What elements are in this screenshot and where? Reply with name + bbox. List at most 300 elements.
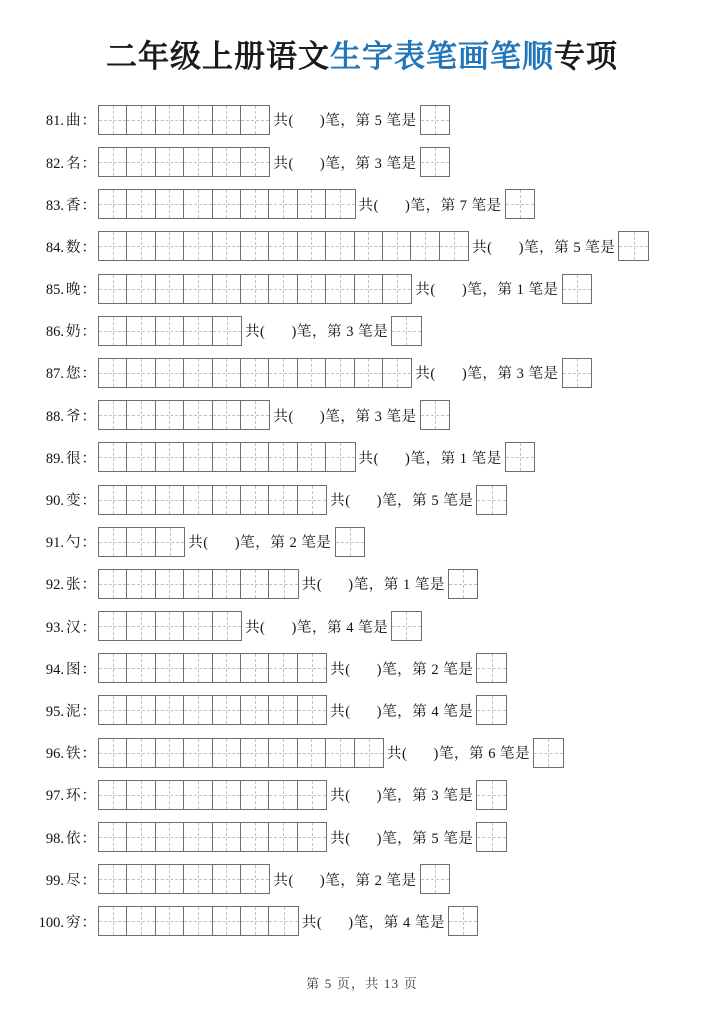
grid-cell[interactable] — [99, 570, 127, 598]
stroke-practice-grid[interactable] — [98, 316, 242, 346]
question-number: 89. — [45, 450, 64, 467]
question-label — [36, 742, 98, 763]
grid-cell[interactable] — [213, 148, 241, 176]
question-character: 爷 — [66, 408, 81, 425]
stroke-order-number: 3 — [346, 324, 355, 341]
answer-box[interactable] — [476, 780, 506, 810]
grid-cell[interactable] — [213, 106, 241, 134]
grid-cell[interactable] — [241, 654, 269, 682]
grid-cell[interactable] — [269, 232, 297, 260]
question-label — [36, 109, 98, 130]
grid-cell[interactable] — [156, 317, 184, 345]
total-strokes-prefix: 共( — [301, 914, 323, 931]
answer-box[interactable] — [476, 822, 506, 852]
answer-box[interactable] — [335, 527, 365, 557]
answer-cell[interactable] — [421, 865, 449, 893]
question-prompt — [270, 405, 419, 426]
grid-cell[interactable] — [269, 781, 297, 809]
grid-cell[interactable] — [411, 232, 439, 260]
grid-cell[interactable] — [213, 486, 241, 514]
grid-cell[interactable] — [127, 907, 155, 935]
grid-cell[interactable] — [241, 823, 269, 851]
grid-cell[interactable] — [184, 190, 212, 218]
total-strokes-prefix: 共( — [358, 450, 380, 467]
stroke-practice-grid[interactable] — [98, 738, 384, 768]
stroke-order-prefix: 第 — [440, 197, 456, 214]
grid-cell[interactable] — [383, 275, 411, 303]
question-character: 铁 — [66, 746, 81, 763]
grid-cell[interactable] — [298, 275, 326, 303]
grid-cell[interactable] — [269, 486, 297, 514]
grid-cell[interactable] — [184, 317, 212, 345]
grid-cell[interactable] — [241, 865, 269, 893]
grid-cell[interactable] — [269, 696, 297, 724]
question-character: 汉 — [66, 619, 81, 636]
grid-cell[interactable] — [213, 570, 241, 598]
grid-cell[interactable] — [156, 275, 184, 303]
answer-cell[interactable] — [421, 106, 449, 134]
grid-cell[interactable] — [156, 654, 184, 682]
grid-cell[interactable] — [99, 654, 127, 682]
answer-box[interactable] — [420, 864, 450, 894]
answer-box[interactable] — [476, 485, 506, 515]
grid-cell[interactable] — [127, 443, 155, 471]
question-label — [36, 405, 98, 426]
grid-cell[interactable] — [156, 190, 184, 218]
grid-cell[interactable] — [184, 612, 212, 640]
stroke-order-prefix: 第 — [355, 408, 371, 425]
grid-cell[interactable] — [99, 865, 127, 893]
grid-cell[interactable] — [355, 275, 383, 303]
grid-cell[interactable] — [156, 528, 184, 556]
answer-cell[interactable] — [421, 401, 449, 429]
total-strokes-prefix: 共( — [330, 703, 351, 720]
grid-cell[interactable] — [184, 486, 212, 514]
stroke-practice-grid[interactable] — [98, 147, 270, 177]
grid-cell[interactable] — [298, 486, 326, 514]
stroke-practice-grid[interactable] — [98, 569, 299, 599]
grid-cell[interactable] — [241, 696, 269, 724]
grid-cell[interactable] — [99, 528, 127, 556]
grid-cell[interactable] — [156, 865, 184, 893]
grid-cell[interactable] — [156, 570, 184, 598]
grid-cell[interactable] — [298, 232, 326, 260]
question-row — [36, 900, 704, 942]
stroke-practice-grid[interactable] — [98, 864, 270, 894]
grid-cell[interactable] — [241, 190, 269, 218]
grid-cell[interactable] — [127, 781, 155, 809]
stroke-order-number: 1 — [516, 282, 525, 299]
grid-cell[interactable] — [184, 106, 212, 134]
grid-cell[interactable] — [127, 317, 155, 345]
grid-cell[interactable] — [241, 232, 269, 260]
stroke-order-suffix: 笔是 — [358, 324, 389, 341]
grid-cell[interactable] — [99, 401, 127, 429]
question-row — [36, 225, 704, 267]
grid-cell[interactable] — [99, 275, 127, 303]
grid-cell[interactable] — [99, 486, 127, 514]
answer-box[interactable] — [448, 906, 478, 936]
total-strokes-prefix: 共( — [330, 788, 351, 805]
grid-cell[interactable] — [184, 401, 212, 429]
stroke-order-prefix: 第 — [412, 703, 428, 720]
grid-cell[interactable] — [298, 781, 326, 809]
question-prompt — [270, 869, 419, 890]
grid-cell[interactable] — [156, 612, 184, 640]
stroke-order-number: 5 — [431, 493, 440, 510]
grid-cell[interactable] — [213, 401, 241, 429]
answer-box[interactable] — [476, 653, 506, 683]
answer-cell[interactable] — [619, 232, 647, 260]
stroke-practice-grid[interactable] — [98, 274, 412, 304]
grid-cell[interactable] — [213, 823, 241, 851]
grid-cell[interactable] — [156, 106, 184, 134]
grid-cell[interactable] — [99, 359, 127, 387]
question-character: 数 — [66, 239, 81, 256]
answer-cell[interactable] — [477, 823, 505, 851]
stroke-practice-grid[interactable] — [98, 105, 270, 135]
grid-cell[interactable] — [184, 739, 212, 767]
total-strokes-suffix: )笔， — [376, 788, 413, 805]
grid-cell[interactable] — [127, 823, 155, 851]
stroke-order-suffix: 笔是 — [386, 155, 417, 172]
grid-cell[interactable] — [269, 359, 297, 387]
stroke-order-prefix: 第 — [412, 493, 428, 510]
stroke-order-prefix: 第 — [327, 619, 343, 636]
question-row — [36, 563, 704, 605]
grid-cell[interactable] — [269, 570, 297, 598]
answer-box[interactable] — [562, 358, 592, 388]
total-strokes-prefix: 共( — [415, 282, 436, 299]
question-colon: ： — [81, 619, 96, 636]
grid-cell[interactable] — [184, 696, 212, 724]
grid-cell[interactable] — [241, 739, 269, 767]
total-strokes-suffix: )笔， — [234, 535, 271, 552]
answer-cell[interactable] — [392, 317, 420, 345]
grid-cell[interactable] — [156, 443, 184, 471]
question-number: 90. — [45, 493, 64, 510]
grid-cell[interactable] — [383, 359, 411, 387]
stroke-practice-grid[interactable] — [98, 442, 356, 472]
question-number: 86. — [45, 324, 64, 341]
question-row — [36, 816, 704, 858]
question-prompt — [242, 616, 391, 637]
grid-cell[interactable] — [241, 486, 269, 514]
grid-cell[interactable] — [241, 106, 269, 134]
question-row — [36, 310, 704, 352]
grid-cell[interactable] — [99, 317, 127, 345]
grid-cell[interactable] — [269, 190, 297, 218]
question-character: 曲 — [66, 113, 81, 130]
grid-cell[interactable] — [156, 823, 184, 851]
grid-cell[interactable] — [127, 106, 155, 134]
grid-cell[interactable] — [156, 739, 184, 767]
answer-box[interactable] — [420, 105, 450, 135]
question-colon: ： — [81, 282, 96, 299]
grid-cell[interactable] — [127, 654, 155, 682]
answer-box[interactable] — [476, 695, 506, 725]
grid-cell[interactable] — [241, 275, 269, 303]
question-label — [36, 362, 98, 383]
grid-cell[interactable] — [184, 443, 212, 471]
grid-cell[interactable] — [269, 275, 297, 303]
total-strokes-suffix: )笔， — [433, 746, 470, 763]
grid-cell[interactable] — [241, 907, 269, 935]
grid-cell[interactable] — [99, 739, 127, 767]
answer-box[interactable] — [391, 316, 421, 346]
grid-cell[interactable] — [355, 739, 383, 767]
grid-cell[interactable] — [213, 696, 241, 724]
grid-cell[interactable] — [298, 359, 326, 387]
grid-cell[interactable] — [127, 696, 155, 724]
grid-cell[interactable] — [184, 823, 212, 851]
grid-cell[interactable] — [99, 148, 127, 176]
grid-cell[interactable] — [99, 781, 127, 809]
grid-cell[interactable] — [298, 696, 326, 724]
stroke-order-number: 2 — [289, 535, 298, 552]
grid-cell[interactable] — [241, 401, 269, 429]
grid-cell[interactable] — [213, 865, 241, 893]
grid-cell[interactable] — [184, 275, 212, 303]
grid-cell[interactable] — [127, 612, 155, 640]
question-label — [36, 531, 98, 552]
question-label — [36, 489, 98, 510]
grid-cell[interactable] — [213, 739, 241, 767]
stroke-practice-grid[interactable] — [98, 400, 270, 430]
stroke-practice-grid[interactable] — [98, 231, 469, 261]
total-strokes-prefix: 共( — [386, 746, 408, 763]
total-strokes-suffix: )笔， — [461, 282, 498, 299]
grid-cell[interactable] — [269, 443, 297, 471]
question-label — [36, 869, 98, 890]
question-label — [36, 616, 98, 637]
grid-cell[interactable] — [156, 907, 184, 935]
answer-cell[interactable] — [477, 486, 505, 514]
grid-cell[interactable] — [99, 106, 127, 134]
grid-cell[interactable] — [156, 232, 184, 260]
total-strokes-suffix: )笔， — [319, 113, 356, 130]
grid-cell[interactable] — [127, 401, 155, 429]
grid-cell[interactable] — [99, 823, 127, 851]
grid-cell[interactable] — [383, 232, 411, 260]
grid-cell[interactable] — [99, 443, 127, 471]
stroke-order-suffix: 笔是 — [386, 872, 417, 889]
grid-cell[interactable] — [184, 232, 212, 260]
stroke-practice-grid[interactable] — [98, 653, 327, 683]
stroke-practice-grid[interactable] — [98, 485, 327, 515]
grid-cell[interactable] — [326, 232, 354, 260]
answer-box[interactable] — [505, 189, 535, 219]
grid-cell[interactable] — [99, 907, 127, 935]
stroke-practice-grid[interactable] — [98, 358, 412, 388]
grid-cell[interactable] — [127, 486, 155, 514]
grid-cell[interactable] — [213, 781, 241, 809]
question-number: 87. — [45, 366, 64, 383]
stroke-order-prefix: 第 — [355, 113, 371, 130]
grid-cell[interactable] — [326, 739, 354, 767]
answer-box[interactable] — [448, 569, 478, 599]
question-row — [36, 394, 704, 436]
answer-cell[interactable] — [477, 696, 505, 724]
stroke-order-suffix: 笔是 — [443, 830, 474, 847]
stroke-order-prefix: 第 — [355, 155, 371, 172]
grid-cell[interactable] — [184, 654, 212, 682]
answer-cell[interactable] — [563, 275, 591, 303]
grid-cell[interactable] — [213, 907, 241, 935]
question-prompt — [412, 362, 561, 383]
answer-cell[interactable] — [449, 570, 477, 598]
stroke-order-suffix: 笔是 — [414, 914, 446, 931]
grid-cell[interactable] — [127, 232, 155, 260]
answer-cell[interactable] — [477, 654, 505, 682]
answer-cell[interactable] — [336, 528, 364, 556]
total-strokes-prefix: 共( — [301, 577, 323, 594]
question-colon: ： — [81, 535, 96, 552]
stroke-practice-grid[interactable] — [98, 906, 299, 936]
grid-cell[interactable] — [355, 359, 383, 387]
question-prompt — [327, 784, 476, 805]
grid-cell[interactable] — [241, 781, 269, 809]
stroke-order-prefix: 第 — [469, 746, 485, 763]
stroke-order-prefix: 第 — [383, 914, 400, 931]
grid-cell[interactable] — [213, 317, 241, 345]
answer-box[interactable] — [505, 442, 535, 472]
answer-box[interactable] — [391, 611, 421, 641]
grid-cell[interactable] — [184, 781, 212, 809]
grid-cell[interactable] — [127, 359, 155, 387]
stroke-practice-grid[interactable] — [98, 695, 327, 725]
grid-cell[interactable] — [99, 190, 127, 218]
question-label — [36, 194, 98, 215]
question-character: 很 — [66, 450, 81, 467]
grid-cell[interactable] — [326, 190, 354, 218]
answer-cell[interactable] — [506, 443, 534, 471]
grid-cell[interactable] — [213, 612, 241, 640]
grid-cell[interactable] — [127, 148, 155, 176]
stroke-practice-grid[interactable] — [98, 822, 327, 852]
grid-cell[interactable] — [156, 781, 184, 809]
grid-cell[interactable] — [184, 359, 212, 387]
grid-cell[interactable] — [127, 190, 155, 218]
stroke-order-number: 3 — [516, 366, 525, 383]
grid-cell[interactable] — [326, 275, 354, 303]
stroke-order-suffix: 笔是 — [471, 197, 502, 214]
question-character: 香 — [66, 197, 81, 214]
grid-cell[interactable] — [156, 148, 184, 176]
question-prompt — [327, 489, 476, 510]
answer-box[interactable] — [420, 147, 450, 177]
grid-cell[interactable] — [241, 443, 269, 471]
grid-cell[interactable] — [241, 148, 269, 176]
grid-cell[interactable] — [127, 570, 155, 598]
answer-box[interactable] — [618, 231, 648, 261]
grid-cell[interactable] — [127, 528, 155, 556]
grid-cell[interactable] — [213, 359, 241, 387]
stroke-order-prefix: 第 — [270, 535, 286, 552]
grid-cell[interactable] — [127, 739, 155, 767]
grid-cell[interactable] — [269, 654, 297, 682]
grid-cell[interactable] — [298, 190, 326, 218]
stroke-order-number: 2 — [431, 661, 440, 678]
grid-cell[interactable] — [156, 359, 184, 387]
question-label — [36, 827, 98, 848]
question-colon: ： — [81, 493, 96, 510]
grid-cell[interactable] — [298, 443, 326, 471]
grid-cell[interactable] — [99, 612, 127, 640]
answer-box[interactable] — [562, 274, 592, 304]
grid-cell[interactable] — [440, 232, 468, 260]
question-row — [36, 436, 704, 478]
grid-cell[interactable] — [184, 865, 212, 893]
grid-cell[interactable] — [184, 148, 212, 176]
question-prompt — [356, 447, 505, 468]
grid-cell[interactable] — [184, 570, 212, 598]
grid-cell[interactable] — [269, 823, 297, 851]
grid-cell[interactable] — [213, 190, 241, 218]
answer-cell[interactable] — [534, 739, 562, 767]
answer-cell[interactable] — [392, 612, 420, 640]
grid-cell[interactable] — [326, 359, 354, 387]
grid-cell[interactable] — [213, 654, 241, 682]
grid-cell[interactable] — [269, 739, 297, 767]
grid-cell[interactable] — [241, 570, 269, 598]
total-strokes-suffix: )笔， — [319, 155, 356, 172]
grid-cell[interactable] — [213, 232, 241, 260]
answer-cell[interactable] — [449, 907, 477, 935]
grid-cell[interactable] — [326, 443, 354, 471]
stroke-practice-grid[interactable] — [98, 611, 242, 641]
stroke-order-number: 4 — [431, 703, 440, 720]
stroke-practice-grid[interactable] — [98, 189, 356, 219]
grid-cell[interactable] — [156, 696, 184, 724]
question-number: 95. — [45, 703, 64, 720]
question-character: 张 — [66, 577, 81, 594]
question-prompt — [469, 236, 618, 257]
grid-cell[interactable] — [355, 232, 383, 260]
grid-cell[interactable] — [241, 359, 269, 387]
page-title — [0, 0, 724, 77]
answer-cell[interactable] — [506, 190, 534, 218]
stroke-order-number: 3 — [374, 155, 383, 172]
answer-cell[interactable] — [421, 148, 449, 176]
answer-cell[interactable] — [477, 781, 505, 809]
stroke-practice-grid[interactable] — [98, 527, 185, 557]
grid-cell[interactable] — [298, 823, 326, 851]
answer-box[interactable] — [420, 400, 450, 430]
question-prompt — [384, 742, 533, 763]
grid-cell[interactable] — [269, 907, 297, 935]
grid-cell[interactable] — [213, 443, 241, 471]
grid-cell[interactable] — [127, 865, 155, 893]
grid-cell[interactable] — [156, 486, 184, 514]
stroke-practice-grid[interactable] — [98, 780, 327, 810]
grid-cell[interactable] — [184, 907, 212, 935]
question-character: 穷 — [66, 914, 81, 931]
grid-cell[interactable] — [213, 275, 241, 303]
answer-cell[interactable] — [563, 359, 591, 387]
grid-cell[interactable] — [99, 232, 127, 260]
grid-cell[interactable] — [156, 401, 184, 429]
question-colon: ： — [81, 872, 96, 889]
grid-cell[interactable] — [298, 654, 326, 682]
stroke-order-number: 5 — [431, 830, 440, 847]
answer-box[interactable] — [533, 738, 563, 768]
grid-cell[interactable] — [99, 696, 127, 724]
grid-cell[interactable] — [298, 739, 326, 767]
grid-cell[interactable] — [127, 275, 155, 303]
question-character: 名 — [66, 155, 81, 172]
stroke-order-number: 1 — [403, 577, 411, 594]
